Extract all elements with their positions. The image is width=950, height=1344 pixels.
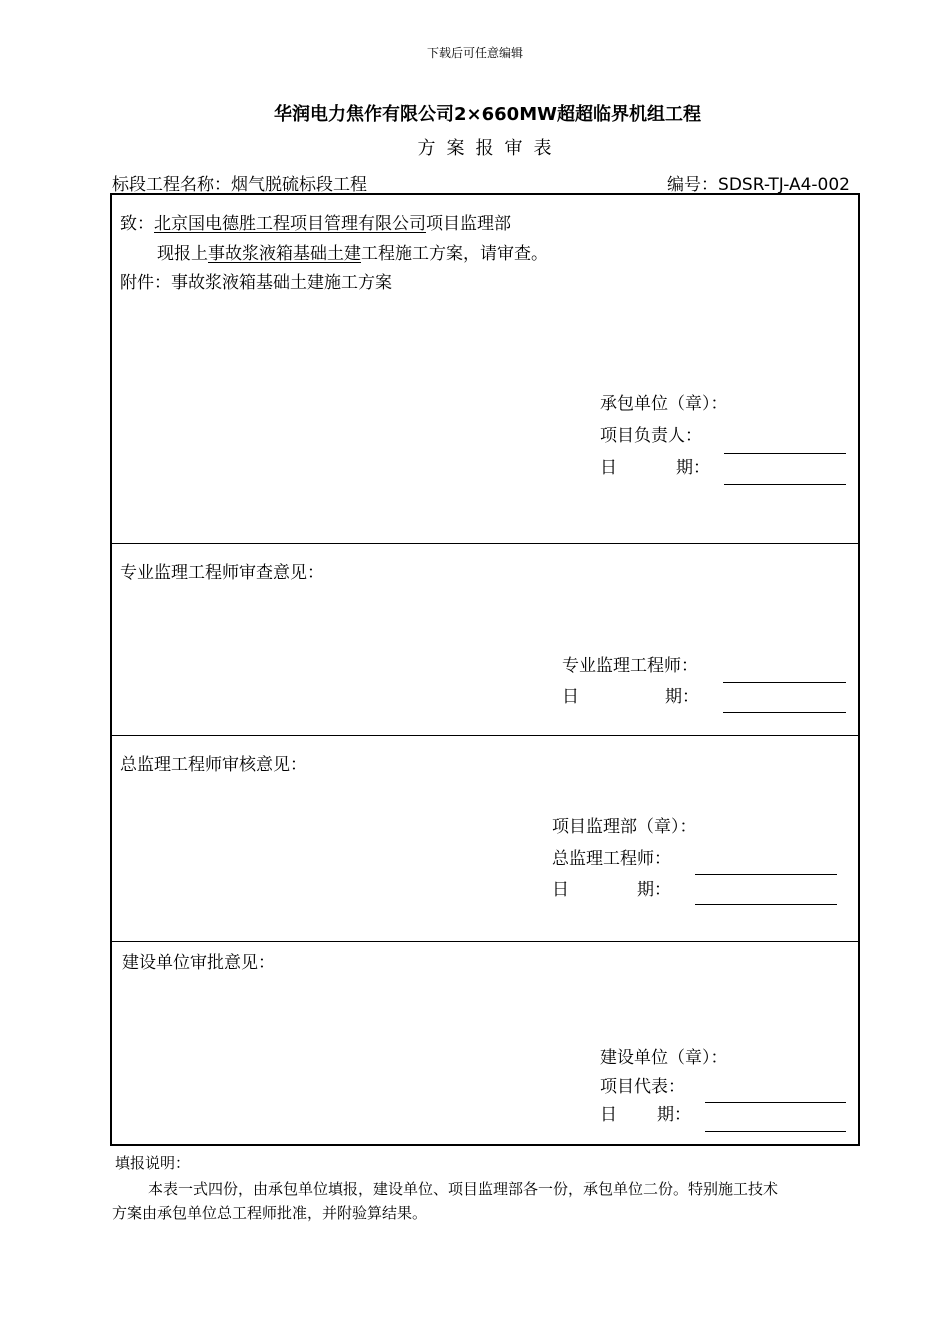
date-label-char1: 日 [552, 880, 569, 900]
chief-review-heading: 总监理工程师审核意见： [120, 755, 307, 775]
chief-engineer-label: 总监理工程师： [552, 849, 671, 869]
date-label-char2: 期： [676, 458, 710, 478]
project-label: 标段工程名称： [112, 175, 231, 195]
project-name: 烟气脱硫标段工程 [231, 175, 367, 195]
date-label-char2: 期： [637, 880, 671, 900]
notes-line-2: 方案由承包单位总工程师批准，并附验算结果。 [112, 1204, 428, 1222]
project-manager-label: 项目负责人： [600, 426, 702, 446]
addressee-line [120, 209, 511, 234]
report-line [157, 239, 548, 264]
download-hint: 下载后可任意编辑 [426, 46, 523, 60]
chief-review-section [112, 736, 858, 942]
representative-signature-line[interactable] [705, 1088, 846, 1107]
form-title: 方案报审表 [417, 138, 563, 159]
chief-date-line[interactable] [695, 890, 837, 909]
date-label-char1: 日 [600, 458, 617, 478]
submission-date-line[interactable] [724, 470, 846, 489]
specialist-date-line[interactable] [723, 698, 846, 717]
addressee-org: 北京国电德胜工程项目管理有限公司 [154, 214, 426, 234]
notes-line-1: 本表一式四份，由承包单位填报，建设单位、项目监理部各一份，承包单位二份。特别施工技术 [148, 1180, 779, 1198]
document-number-row [667, 170, 850, 195]
notes-title: 填报说明： [115, 1154, 191, 1172]
report-prefix: 现报上 [157, 244, 208, 264]
date-label-char1: 日 [600, 1105, 617, 1125]
project-name-row [112, 170, 367, 195]
number-label: 编号： [667, 175, 719, 195]
supervision-dept-seal-label: 项目监理部（章）： [552, 817, 697, 837]
contractor-seal-label: 承包单位（章）： [600, 394, 728, 414]
report-suffix: 工程施工方案，请审查。 [361, 244, 548, 264]
specialist-signature-line[interactable] [723, 668, 846, 687]
submission-section [112, 195, 858, 544]
chief-signature-line[interactable] [695, 860, 837, 879]
specialist-review-heading: 专业监理工程师审查意见： [120, 563, 324, 583]
project-manager-signature-line[interactable] [724, 439, 846, 458]
date-label-char2: 期： [657, 1105, 691, 1125]
addressee-prefix: 致： [120, 214, 154, 234]
specialist-review-section [112, 544, 858, 736]
date-label-char2: 期： [665, 687, 699, 707]
owner-seal-label: 建设单位（章）： [600, 1048, 728, 1068]
project-representative-label: 项目代表： [600, 1077, 685, 1097]
specialist-engineer-label: 专业监理工程师： [562, 656, 698, 676]
review-form [110, 193, 860, 1146]
owner-date-line[interactable] [705, 1117, 846, 1136]
date-label-char1: 日 [562, 687, 579, 707]
document-title: 华润电力焦作有限公司2×660MW超超临界机组工程 [274, 104, 701, 125]
owner-approval-section [112, 942, 858, 1144]
addressee-suffix: 项目监理部 [426, 214, 511, 234]
attachment-line: 附件：事故浆液箱基础土建施工方案 [120, 273, 392, 293]
report-subject: 事故浆液箱基础土建 [208, 244, 361, 264]
owner-approval-heading: 建设单位审批意见： [122, 953, 275, 973]
document-number: SDSR-TJ-A4-002 [718, 175, 850, 195]
